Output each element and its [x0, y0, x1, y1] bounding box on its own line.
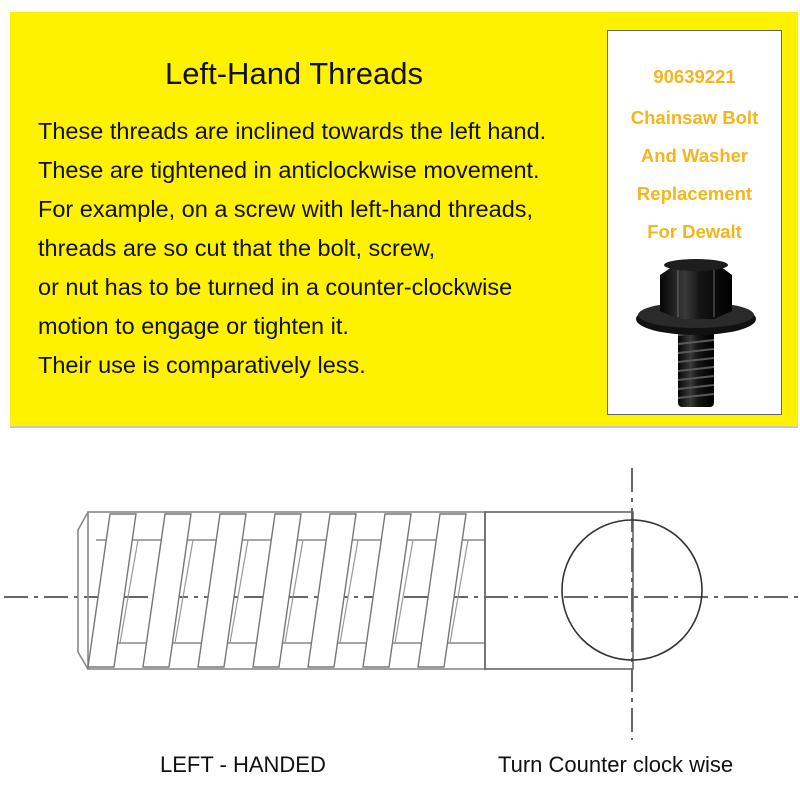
- description-line: For example, on a screw with left-hand threads,: [38, 196, 534, 222]
- description-line: motion to engage or tighten it.: [38, 313, 349, 339]
- flange-bolt-icon: [630, 253, 760, 413]
- description-line: or nut has to be turned in a counter-clockwise: [38, 274, 513, 300]
- description-line: Their use is comparatively less.: [38, 352, 366, 378]
- product-card: [607, 30, 782, 415]
- product-name-line: For Dewalt: [647, 221, 742, 242]
- turn-direction-caption: Turn Counter clock wise: [498, 752, 734, 777]
- description-line: These threads are inclined towards the left hand.: [38, 118, 547, 144]
- product-name-line: And Washer: [640, 145, 749, 166]
- product-name-line: Chainsaw Bolt: [630, 107, 759, 128]
- shank-end: [485, 512, 633, 669]
- left-hand-thread-diagram: [0, 430, 800, 750]
- thread-crests: [88, 514, 466, 667]
- product-name-line: Replacement: [636, 183, 753, 204]
- panel-title: Left-Hand Threads: [165, 56, 423, 91]
- description-line: These are tightened in anticlockwise movement.: [38, 157, 540, 183]
- description-list: [38, 112, 546, 385]
- description-line: threads are so cut that the bolt, screw,: [38, 235, 436, 261]
- product-part-number: 90639221: [653, 66, 736, 87]
- left-handed-caption: LEFT - HANDED: [160, 752, 326, 777]
